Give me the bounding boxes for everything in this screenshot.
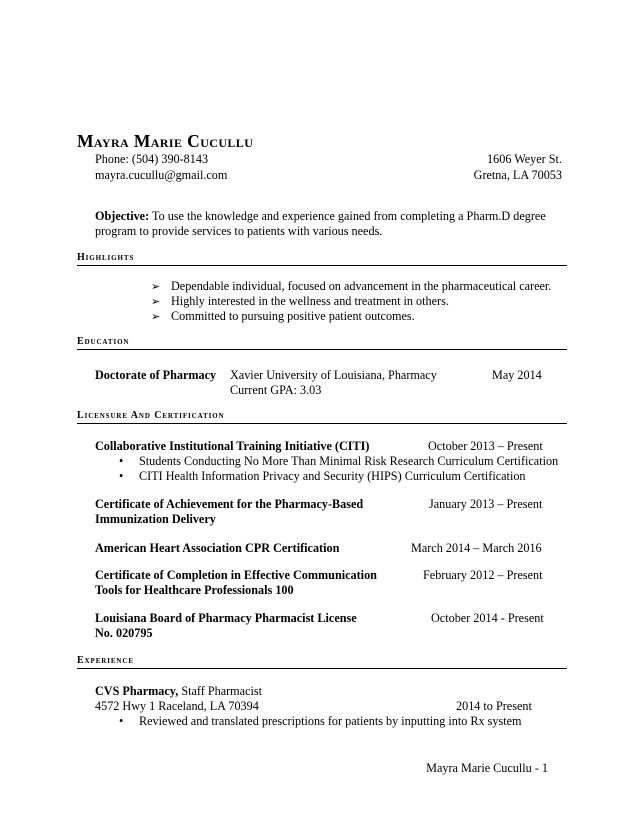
bullet-icon: • <box>119 714 124 728</box>
street-address: 1606 Weyer St. <box>487 152 562 166</box>
license-date: October 2014 - Present <box>431 611 544 625</box>
license-name-1: Louisiana Board of Pharmacy Pharmacist License <box>95 611 357 625</box>
phone-number: Phone: (504) 390-8143 <box>95 152 209 166</box>
arrow-bullet-icon: ➢ <box>151 311 161 323</box>
job-date: 2014 to Present <box>456 699 532 713</box>
section-divider <box>77 423 567 424</box>
gpa: Current GPA: 3.03 <box>230 383 322 397</box>
bullet-icon: • <box>119 454 124 468</box>
section-title-highlights: Highlights <box>77 252 135 263</box>
objective-line-2: program to provide services to patients with various needs. <box>95 224 383 238</box>
employer-address: 4572 Hwy 1 Raceland, LA 70394 <box>95 699 259 713</box>
section-title-licensure: Licensure And Certification <box>77 410 225 421</box>
bullet-icon: • <box>119 469 124 483</box>
section-title-education: Education <box>77 336 130 347</box>
immunization-cert-date: January 2013 – Present <box>429 497 543 511</box>
section-divider <box>77 349 567 350</box>
cpr-cert-name: American Heart Association CPR Certification <box>95 541 340 555</box>
citi-cert-name: Collaborative Institutional Training Initiative (CITI) <box>95 439 370 453</box>
job-position: Staff Pharmacist <box>178 684 262 698</box>
citi-cert-date: October 2013 – Present <box>428 439 543 453</box>
list-item: • Reviewed and translated prescriptions for patients by inputting into Rx system <box>119 714 522 728</box>
objective-label: Objective: <box>95 209 150 223</box>
objective-line-1 <box>95 209 546 224</box>
immunization-cert-name-1: Certificate of Achievement for the Pharmacy-Based <box>95 497 364 511</box>
communication-cert-date: February 2012 – Present <box>423 568 543 582</box>
list-item: ➢ Highly interested in the wellness and treatment in others. <box>151 294 449 308</box>
license-name-2: No. 020795 <box>95 626 153 640</box>
list-item: ➢ Committed to pursuing positive patient outcomes. <box>151 309 415 323</box>
immunization-cert-name-2: Immunization Delivery <box>95 512 216 526</box>
list-item: • CITI Health Information Privacy and Security (HIPS) Curriculum Certification <box>119 469 526 483</box>
cpr-cert-date: March 2014 – March 2016 <box>411 541 542 555</box>
arrow-bullet-icon: ➢ <box>151 281 161 293</box>
objective-text-1: To use the knowledge and experience gained from completing a Pharm.D degree <box>149 209 546 223</box>
page-footer: Mayra Marie Cucullu - 1 <box>426 761 548 775</box>
city-state-zip: Gretna, LA 70053 <box>473 168 562 182</box>
employer-name: CVS Pharmacy, <box>95 684 179 698</box>
list-item: • Students Conducting No More Than Minimal Risk Research Curriculum Certification <box>119 454 559 468</box>
communication-cert-name-1: Certificate of Completion in Effective Communication <box>95 568 377 582</box>
section-divider <box>77 265 567 266</box>
email-address: mayra.cucullu@gmail.com <box>95 168 228 182</box>
communication-cert-name-2: Tools for Healthcare Professionals 100 <box>95 583 294 597</box>
list-item: ➢ Dependable individual, focused on advancement in the pharmaceutical career. <box>151 279 552 293</box>
school-name: Xavier University of Louisiana, Pharmacy <box>230 368 437 382</box>
section-divider <box>77 668 567 669</box>
section-title-experience: Experience <box>77 655 134 666</box>
resume-name: Mayra Marie Cucullu <box>77 131 254 151</box>
degree-name: Doctorate of Pharmacy <box>95 368 217 382</box>
education-date: May 2014 <box>492 368 542 382</box>
job-title-line <box>95 684 262 699</box>
arrow-bullet-icon: ➢ <box>151 296 161 308</box>
